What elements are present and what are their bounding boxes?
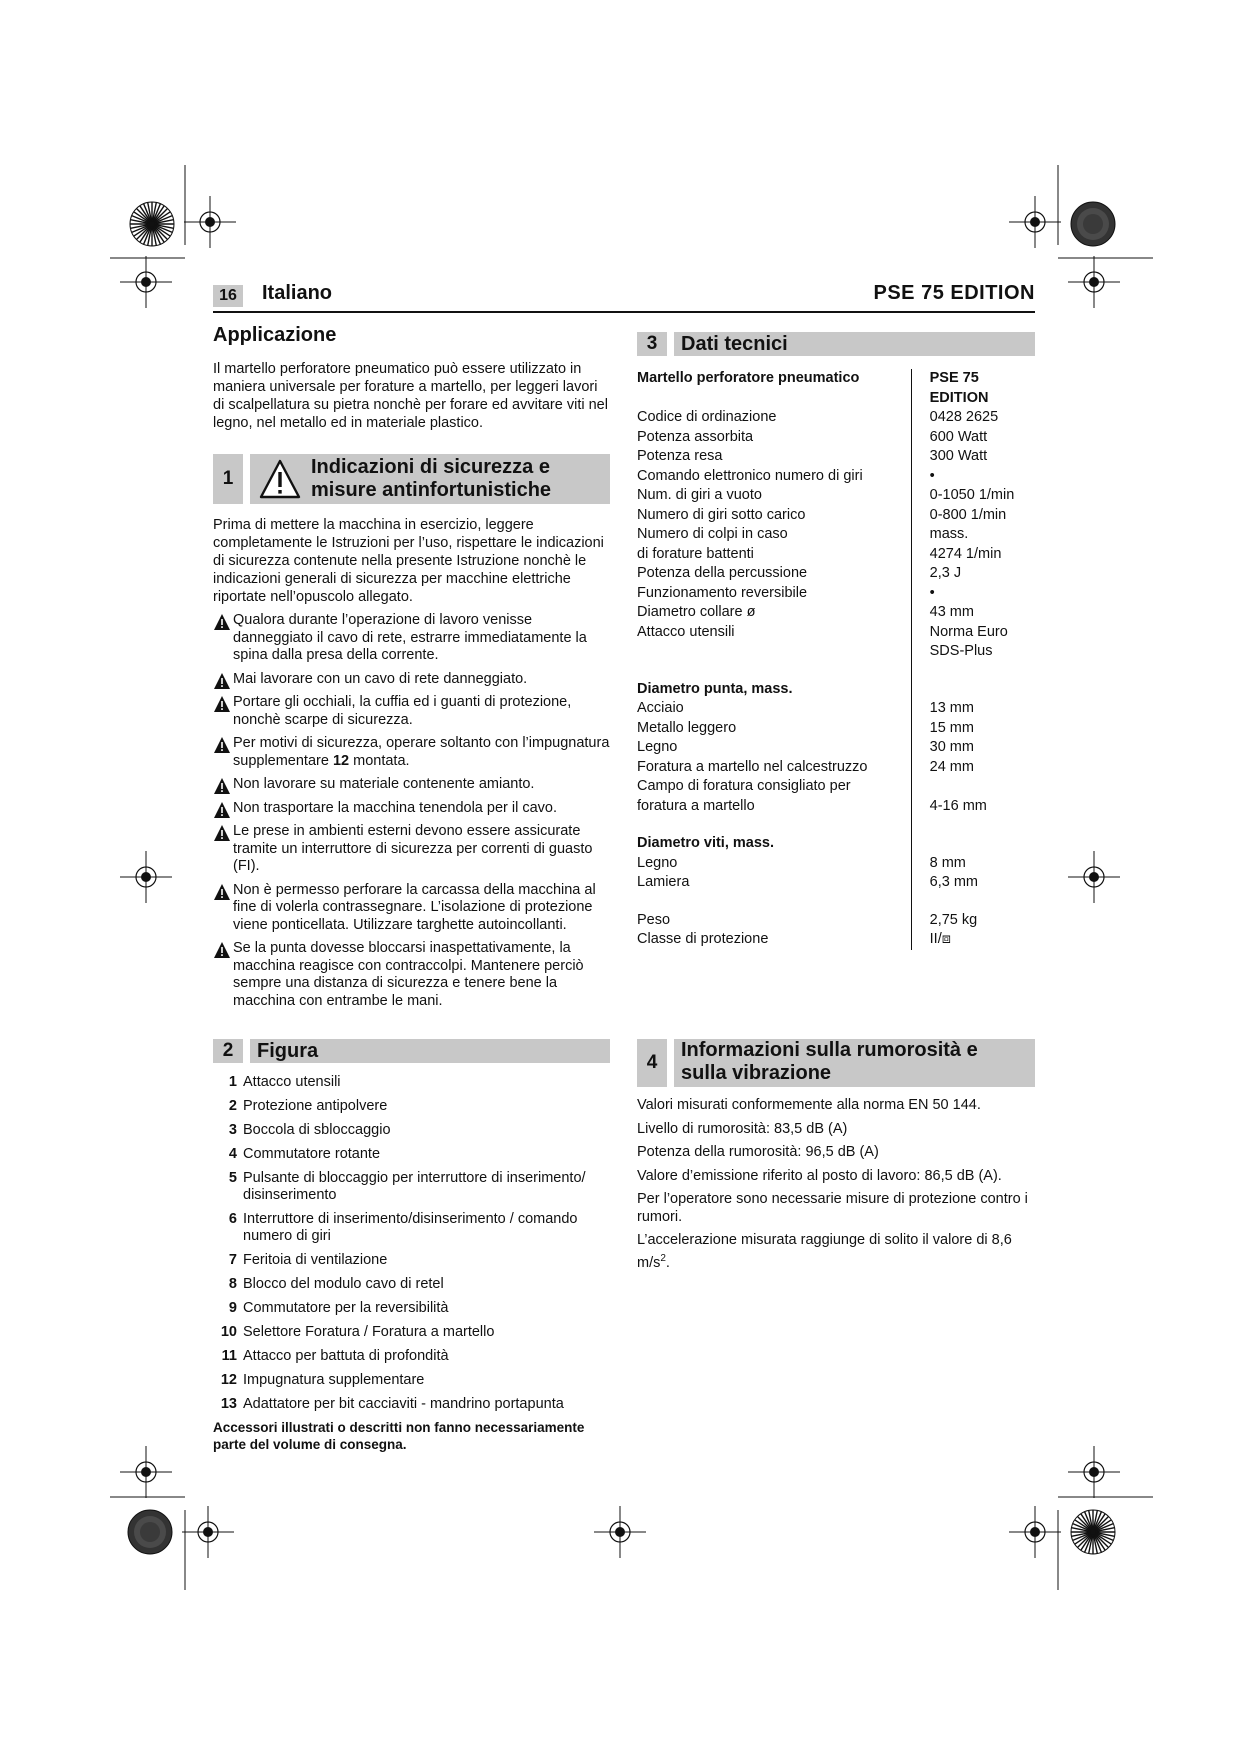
table-row — [637, 699, 1035, 719]
spec-value: • — [929, 584, 935, 601]
tech-data-table — [637, 369, 1035, 950]
spec-label: Diametro collare ø — [637, 603, 911, 623]
section-2-body — [213, 1074, 610, 1453]
section-4-title-line1: Informazioni sulla rumorosità e — [681, 1039, 978, 1061]
figure-legend-item — [213, 1098, 610, 1115]
warning-icon — [213, 777, 231, 795]
section-1-intro: Prima di mettere la macchina in esercizio, leggere completamente le Istruzioni per l’uso, rispettare le indicazioni di sicurezza contenute nella presente Istruzione nonchè le indicazioni generali di sicurezza per macchine elettriche riportate nell’opuscolo allegato. — [213, 517, 604, 605]
warning-item — [213, 612, 610, 665]
spec-label: Diametro viti, mass. — [637, 834, 911, 854]
warning-icon — [213, 695, 231, 713]
spec-label: Classe di protezione — [637, 930, 911, 950]
warning-item — [213, 800, 610, 818]
language-label: Italiano — [262, 282, 333, 304]
spec-value: 8 mm — [929, 854, 966, 871]
section-4-number: 4 — [637, 1039, 667, 1087]
section-1-title-line1: Indicazioni di sicurezza e — [311, 456, 550, 478]
acceleration-text: L’accelerazione misurata raggiunge di solito il valore di 8,6 m/s — [637, 1232, 1012, 1271]
tech-data-table-wrap — [637, 369, 1035, 950]
warning-triangle-icon — [258, 458, 302, 500]
spec-value: 30 mm — [929, 739, 974, 755]
warning-icon — [213, 736, 231, 754]
spec-label: Peso — [637, 911, 911, 931]
applicazione-section — [213, 324, 610, 432]
spec-value: 0428 2625 — [929, 409, 999, 425]
figure-legend-number: 10 — [220, 1324, 237, 1340]
figure-legend-item — [213, 1122, 610, 1139]
spec-value: II/⧈ — [929, 931, 951, 947]
figure-legend-item — [213, 1372, 610, 1389]
figure-legend-number: 4 — [228, 1146, 237, 1162]
spec-value: 13 mm — [929, 700, 974, 716]
warning-icon — [213, 941, 231, 959]
spec-value: 300 Watt — [929, 448, 988, 464]
warning-item — [213, 823, 610, 876]
spec-value: PSE 75 EDITION — [929, 370, 989, 406]
spec-value: 24 mm — [929, 758, 974, 775]
section-3-number: 3 — [637, 332, 667, 356]
figure-legend-text: Protezione antipolvere — [243, 1098, 388, 1114]
section-4-title-line2: sulla vibrazione — [681, 1062, 832, 1084]
spec-value — [911, 834, 1035, 854]
spec-label: Campo di foratura consigliato per foratura a martello — [637, 777, 911, 816]
table-row — [637, 525, 1035, 564]
spec-value: 4-16 mm — [929, 797, 987, 814]
spec-value: 2,3 J — [929, 565, 962, 581]
warning-text: Non trasportare la macchina tenendola per il cavo. — [233, 799, 558, 816]
section-1-title-line2: misure antinfortunistiche — [311, 479, 552, 501]
table-row — [637, 834, 1035, 854]
spec-label: Potenza della percussione — [637, 564, 911, 584]
spec-label: Funzionamento reversibile — [637, 584, 911, 604]
figure-legend-item — [213, 1252, 610, 1269]
table-row — [637, 506, 1035, 526]
spec-label: Potenza assorbita — [637, 428, 911, 448]
figure-legend-item — [213, 1211, 610, 1245]
spec-label: Martello perforatore pneumatico — [637, 369, 911, 408]
table-row — [637, 428, 1035, 448]
figure-legend-item — [213, 1276, 610, 1293]
spec-label: Legno — [637, 738, 911, 758]
table-spacer — [637, 816, 1035, 834]
spec-value: 0-1050 1/min — [929, 487, 1015, 503]
warning-icon — [213, 883, 231, 901]
warning-text: Portare gli occhiali, la cuffia ed i guanti di protezione, nonchè scarpe di sicurezza. — [233, 694, 572, 728]
table-row — [637, 467, 1035, 487]
warning-icon — [213, 672, 231, 690]
spec-label: Numero di colpi in caso di forature battenti — [637, 525, 911, 564]
acceleration-paragraph — [637, 1232, 1035, 1272]
figure-legend-number: 5 — [228, 1170, 237, 1186]
figure-legend-item — [213, 1074, 610, 1091]
table-row — [637, 623, 1035, 662]
figure-legend-number: 12 — [220, 1372, 237, 1388]
table-row — [637, 447, 1035, 467]
figure-legend-text: Commutatore per la reversibilità — [243, 1300, 449, 1316]
warning-text: Non lavorare su materiale contenente amianto. — [233, 776, 535, 792]
spec-label: Numero di giri sotto carico — [637, 506, 911, 526]
spec-value — [911, 680, 1035, 700]
figure-legend-text: Attacco per battuta di profondità — [243, 1348, 449, 1364]
applicazione-text: Il martello perforatore pneumatico può essere utilizzato in maniera universale per forature a martello, per leggeri lavori di scalpellatura su pietra nonchè per forare ed avvitare viti nel legno, nel metallo ed in materiale plastico. — [213, 361, 608, 431]
warning-icon — [213, 824, 231, 842]
table-row — [637, 873, 1035, 893]
figure-legend-number: 7 — [228, 1252, 237, 1268]
warning-text: Mai lavorare con un cavo di rete danneggiato. — [233, 670, 528, 687]
warning-grip-ref: 12 — [332, 752, 350, 769]
figure-legend-item — [213, 1170, 610, 1204]
table-row — [637, 758, 1035, 778]
figure-legend-text: Impugnatura supplementare — [243, 1372, 425, 1388]
warning-item — [213, 694, 610, 729]
figure-legend-text: Interruttore di inserimento/disinserimento / comando numero di giri — [243, 1211, 578, 1244]
figure-legend-list — [213, 1074, 610, 1413]
noise-paragraph: Potenza della rumorosità: 96,5 dB (A) — [637, 1144, 879, 1160]
section-2-number: 2 — [213, 1039, 243, 1063]
model-title: PSE 75 EDITION — [873, 282, 1035, 304]
spec-label: Foratura a martello nel calcestruzzo — [637, 758, 911, 778]
figure-legend-number: 2 — [228, 1098, 237, 1114]
table-row — [637, 930, 1035, 950]
warning-text: Se la punta dovesse bloccarsi inaspettativamente, la macchina reagisce con contraccolpi. Mantenere perciò sempre una distanza di sicurezza e tenere bene la macchina con entrambe le mani. — [233, 940, 584, 1009]
table-row — [637, 369, 1035, 408]
spec-label: Attacco utensili — [637, 623, 911, 662]
warning-icon — [213, 613, 231, 631]
table-spacer — [637, 662, 1035, 680]
figure-legend-number: 13 — [220, 1396, 237, 1412]
figure-legend-item — [213, 1300, 610, 1317]
figure-legend-text: Selettore Foratura / Foratura a martello — [243, 1324, 495, 1340]
table-row — [637, 680, 1035, 700]
table-row — [637, 486, 1035, 506]
spec-label: Potenza resa — [637, 447, 911, 467]
section-1-title — [311, 456, 551, 502]
section-1-number: 1 — [213, 454, 243, 504]
spec-label: Acciaio — [637, 699, 911, 719]
figure-legend-item — [213, 1396, 610, 1413]
figure-legend-number: 9 — [228, 1300, 237, 1316]
warning-item — [213, 735, 610, 770]
table-row — [637, 777, 1035, 816]
table-row — [637, 564, 1035, 584]
figure-legend-item — [213, 1146, 610, 1163]
figure-legend-text: Commutatore rotante — [243, 1146, 381, 1162]
warning-item — [213, 776, 610, 794]
section-2-title: Figura — [257, 1040, 319, 1062]
spec-value: mass. 4274 1/min — [929, 526, 1002, 562]
table-row — [637, 738, 1035, 758]
spec-value: 6,3 mm — [929, 874, 978, 890]
noise-paragraph: Valore d’emissione riferito al posto di lavoro: 86,5 dB (A). — [637, 1167, 1002, 1184]
figure-legend-item — [213, 1348, 610, 1365]
spec-value: 15 mm — [929, 719, 974, 736]
noise-paragraph: Livello di rumorosità: 83,5 dB (A) — [637, 1120, 848, 1137]
noise-paragraph: Per l’operatore sono necessarie misure di protezione contro i rumori. — [637, 1191, 1028, 1225]
table-row — [637, 584, 1035, 604]
warning-text: Qualora durante l’operazione di lavoro venisse danneggiato il cavo di rete, estrarre immediatamente la spina dalla presa della corrente. — [233, 612, 587, 663]
spec-value: 2,75 kg — [929, 911, 978, 928]
spec-label: Metallo leggero — [637, 719, 911, 739]
acceleration-end: . — [665, 1254, 670, 1271]
accessories-note: Accessori illustrati o descritti non fanno necessariamente parte del volume di consegna. — [213, 1420, 585, 1452]
figure-legend-text: Feritoia di ventilazione — [243, 1252, 388, 1268]
warning-icon — [213, 801, 231, 819]
acceleration-exponent: 2 — [660, 1252, 666, 1264]
figure-legend-text: Pulsante di bloccaggio per interruttore di inserimento/ disinserimento — [243, 1170, 586, 1203]
warning-grip-after: montata. — [349, 752, 410, 769]
warning-text: Le prese in ambienti esterni devono essere assicurate tramite un interruttore di sicurezza per correnti di guasto (FI). — [233, 823, 593, 874]
figure-legend-item — [213, 1324, 610, 1341]
spec-label: Codice di ordinazione — [637, 408, 911, 428]
spec-value: Norma Euro SDS-Plus — [929, 623, 1008, 659]
noise-paragraph: Valori misurati conformemente alla norma EN 50 144. — [637, 1097, 981, 1113]
table-row — [637, 719, 1035, 739]
section-4-body — [637, 1097, 1035, 1278]
table-row — [637, 854, 1035, 874]
spec-value: • — [929, 467, 935, 484]
figure-legend-number: 1 — [228, 1074, 237, 1090]
warning-item — [213, 940, 610, 1010]
spec-label: Diametro punta, mass. — [637, 680, 911, 700]
warning-text: Non è permesso perforare la carcassa della macchina al fine di volerla contrassegnare. L’isolazione di protezione viene ponticellata. Utilizzare targhette autoincollanti. — [233, 881, 596, 933]
figure-legend-number: 11 — [221, 1348, 237, 1364]
figure-legend-number: 8 — [228, 1276, 237, 1292]
figure-legend-text: Boccola di sbloccaggio — [243, 1122, 391, 1138]
applicazione-title: Applicazione — [213, 324, 337, 346]
section-4-title — [681, 1039, 978, 1085]
spec-value: 0-800 1/min — [929, 506, 1007, 523]
header-rule — [213, 311, 1035, 313]
table-row — [637, 911, 1035, 931]
spec-label: Legno — [637, 854, 911, 874]
spec-value: 43 mm — [929, 604, 974, 620]
table-row — [637, 408, 1035, 428]
figure-legend-text: Blocco del modulo cavo di retel — [243, 1276, 444, 1292]
figure-legend-text: Attacco utensili — [243, 1074, 341, 1090]
warning-item — [213, 882, 610, 935]
warning-item — [213, 671, 610, 689]
table-spacer — [637, 893, 1035, 911]
spec-value: 600 Watt — [929, 428, 988, 445]
section-1-body — [213, 516, 610, 1016]
spec-label: Comando elettronico numero di giri — [637, 467, 911, 487]
table-row — [637, 603, 1035, 623]
figure-legend-text: Adattatore per bit cacciaviti - mandrino portapunta — [243, 1396, 564, 1412]
section-3-title: Dati tecnici — [681, 333, 788, 355]
spec-label: Num. di giri a vuoto — [637, 486, 911, 506]
page-number: 16 — [213, 285, 243, 307]
figure-legend-number: 6 — [228, 1211, 237, 1227]
spec-label: Lamiera — [637, 873, 911, 893]
warning-text-grip: Per motivi di sicurezza, operare soltanto con l’impugnatura supplementare — [233, 735, 610, 769]
figure-legend-number: 3 — [228, 1122, 237, 1138]
